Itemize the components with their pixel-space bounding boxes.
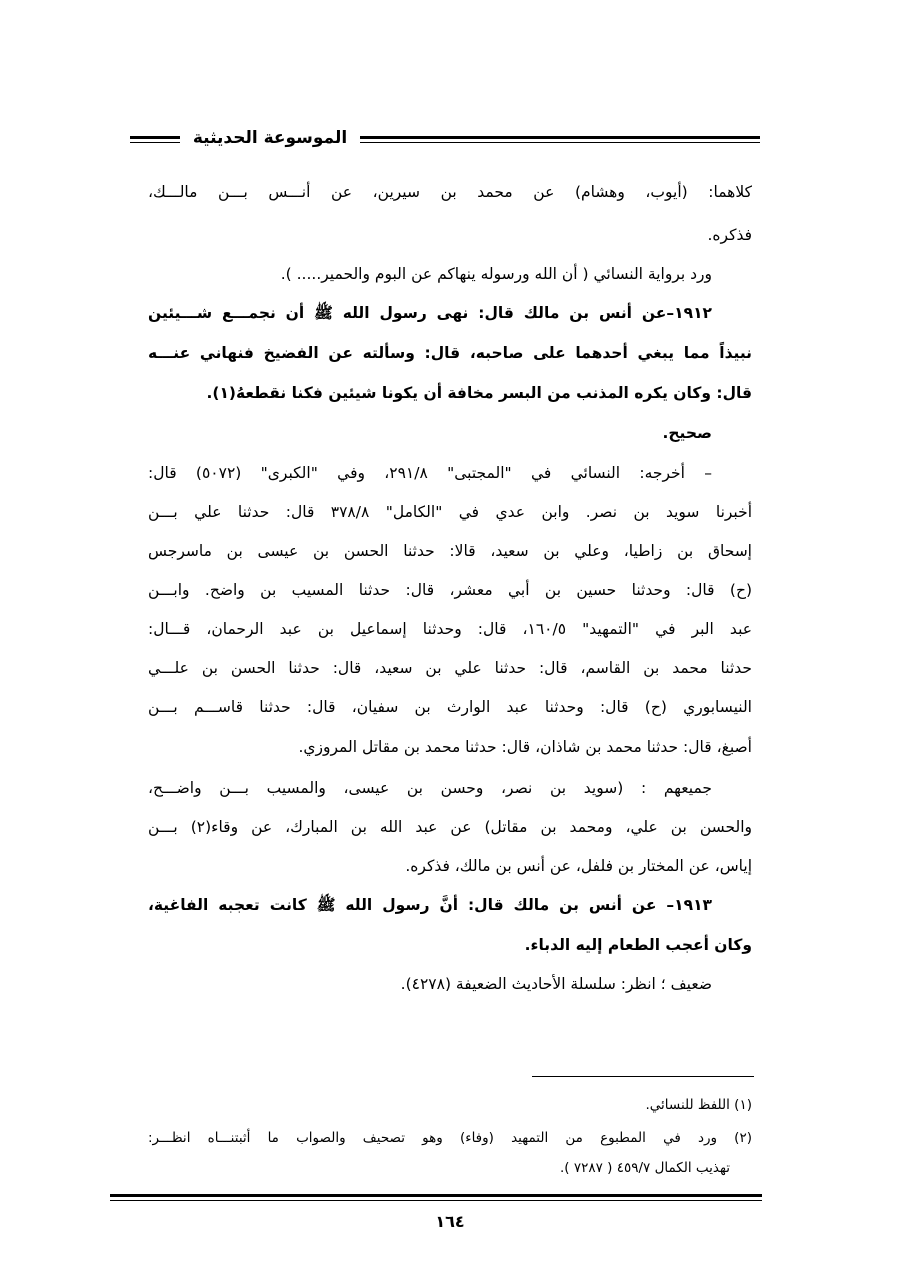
body-line: ورد برواية النسائي ( أن الله ورسوله ينهاكم عن البوم والحمير..... ).: [280, 265, 712, 283]
footer-rule-top: [110, 1194, 762, 1197]
body-line: قال: وكان يكره المذنب من البسر مخافة أن يكونا شيئين فكنا نقطعهُ(١).: [206, 384, 752, 402]
body-line: أخبرنا سويد بن نصر. وابن عدي في "الكامل" ٣٧٨/٨ قال: حدثنا علي بـــن: [148, 503, 752, 521]
body-line: أصبغ، قال: حدثنا محمد بن شاذان، قال: حدثنا محمد بن مقاتل المروزي.: [298, 738, 752, 756]
body-line: (ح) قال: وحدثنا حسين بن أبي معشر، قال: حدثنا المسيب بن واضح. وابـــن: [148, 581, 752, 599]
header-rule-left-top: [130, 136, 180, 139]
footnote-separator: [532, 1076, 754, 1077]
body-line: – أخرجه: النسائي في "المجتبى" ٢٩١/٨، وفي "الكبرى" (٥٠٧٢) قال:: [148, 464, 712, 482]
body-line: فذكره.: [707, 226, 752, 244]
body-line: عبد البر في "التمهيد" ١٦٠/٥، قال: وحدثنا إسماعيل بن عبد الرحمان، قـــال:: [148, 620, 752, 638]
footnote-2-continued: تهذيب الكمال ٤٥٩/٧ ( ٧٢٨٧ ).: [559, 1160, 730, 1176]
body-line: نبيذاً مما يبغي أحدهما على صاحبه، قال: وسألته عن الفضيخ فنهاني عنـــه: [148, 344, 752, 362]
header-rule-left-bottom: [130, 142, 180, 143]
body-line: حدثنا محمد بن القاسم، قال: حدثنا علي بن سعيد، قال: حدثنا الحسن بن علـــي: [148, 659, 752, 677]
body-line: إياس، عن المختار بن فلفل، عن أنس بن مالك، فذكره.: [405, 857, 752, 875]
body-line: وكان أعجب الطعام إليه الدباء.: [524, 936, 752, 954]
footnote-2: (٢) ورد في المطبوع من التمهيد (وفاء) وهو تصحيف والصواب ما أثبتنـــاه انظـــر:: [148, 1130, 752, 1146]
body-line: صحيح.: [662, 424, 712, 442]
body-line: والحسن بن علي، ومحمد بن مقاتل) عن عبد الله بن المبارك، عن وقاء(٢) بـــن: [148, 818, 753, 836]
header-rule-right-bottom: [360, 142, 760, 143]
body-line: ١٩١٣– عن أنس بن مالك قال: أنَّ رسول الله ﷺ كانت تعجبه الفاغية،: [148, 896, 712, 914]
footer-rule-bottom: [110, 1200, 762, 1201]
running-header-title: الموسوعة الحديثية: [180, 128, 360, 148]
body-line: النيسابوري (ح) قال: وحدثنا عبد الوارث بن سفيان، قال: حدثنا قاســـم بـــن: [148, 698, 752, 716]
body-line: إسحاق بن زاطيا، وعلي بن سعيد، قالا: حدثنا الحسن بن عيسى بن ماسرجس: [148, 542, 752, 560]
page-number: ١٦٤: [435, 1212, 465, 1231]
footnote-1: (١) اللفظ للنسائي.: [645, 1097, 752, 1113]
body-line: جميعهم : (سويد بن نصر، وحسن بن عيسى، والمسيب بـــن واضـــح،: [148, 779, 712, 797]
header-rule-right-top: [360, 136, 760, 139]
body-line: كلاهما: (أيوب، وهشام) عن محمد بن سيرين، عن أنـــس بـــن مالـــك،: [148, 183, 752, 201]
body-line: ضعيف ؛ انظر: سلسلة الأحاديث الضعيفة (٤٢٧٨).: [400, 975, 712, 993]
body-line: ١٩١٢–عن أنس بن مالك قال: نهى رسول الله ﷺ أن نجمـــع شـــيئين: [148, 304, 712, 322]
